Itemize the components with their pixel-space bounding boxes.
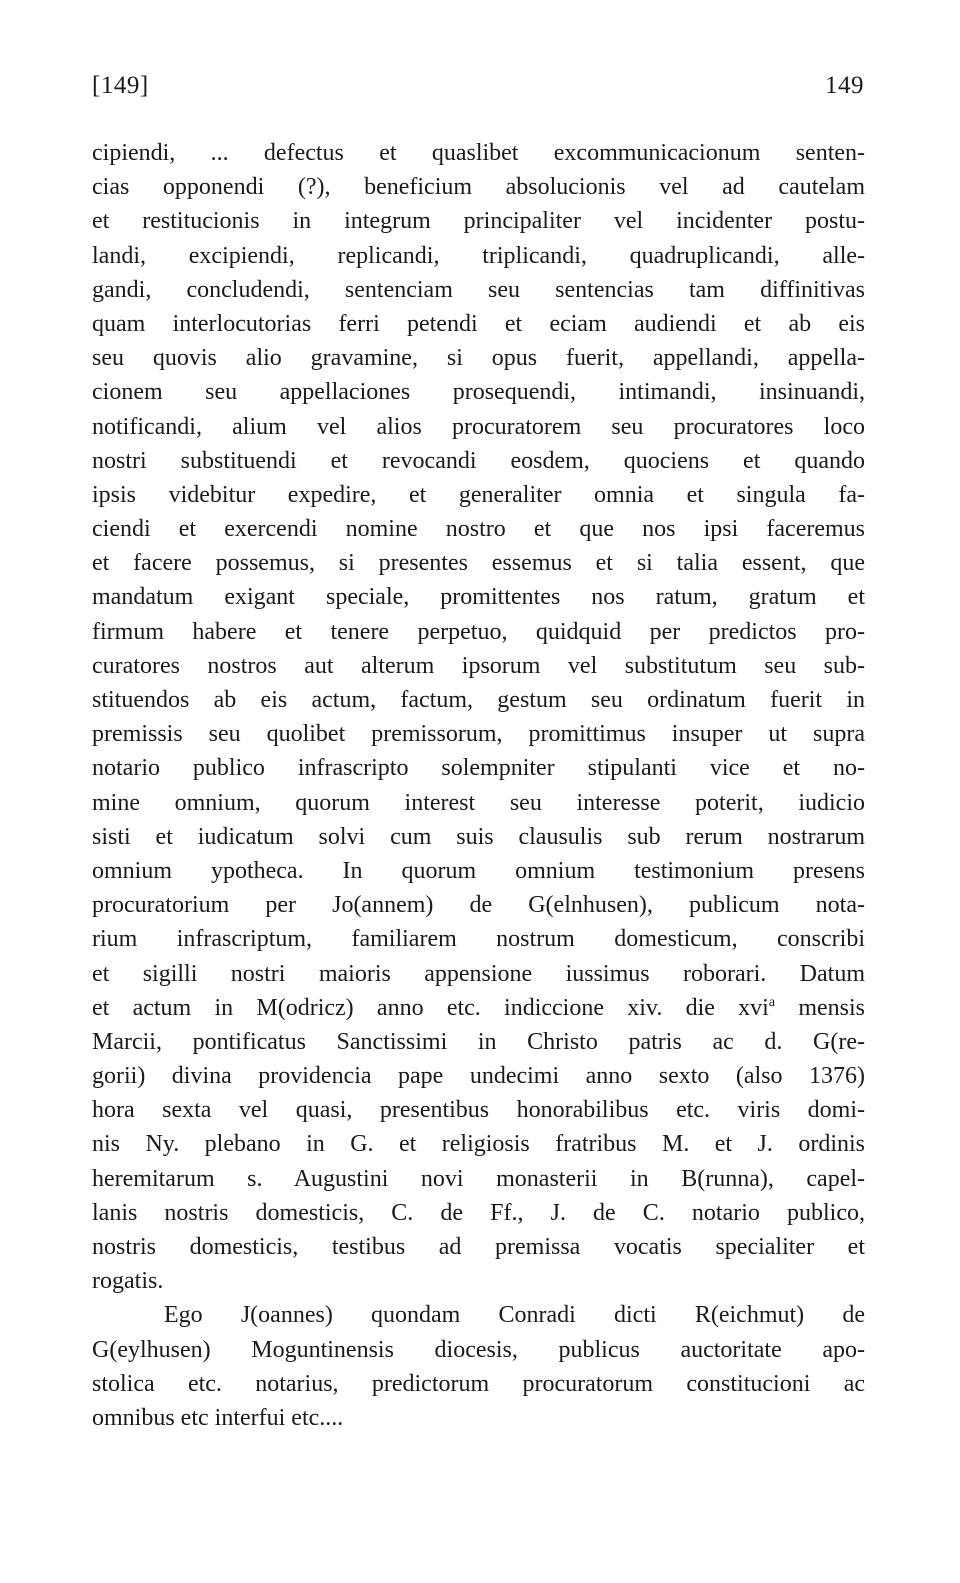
text-line: landi, excipiendi, replicandi, triplicandi, quadruplicandi, alle- <box>92 242 865 269</box>
text-line: seu quovis alio gravamine, si opus fuerit, appellandi, appella- <box>92 345 865 372</box>
text-line: stolica etc. notarius, predictorum procuratorum constitucioni ac <box>92 1370 865 1397</box>
text-line: stituendos ab eis actum, factum, gestum seu ordinatum fuerit in <box>92 687 865 713</box>
text-line: G(eylhusen) Moguntinensis diocesis, publicus auctoritate apo- <box>92 1336 865 1363</box>
text-line: quam interlocutorias ferri petendi et eciam audiendi et ab eis <box>92 310 865 337</box>
paragraph-2 <box>92 1298 865 1435</box>
body-text <box>92 136 865 1435</box>
text-line: nostris domesticis, testibus ad premissa vocatis specialiter et <box>92 1234 865 1260</box>
text-line: premissis seu quolibet premissorum, promittimus insuper ut supra <box>92 721 865 748</box>
text-line: heremitarum s. Augustini novi monasterii in B(runna), capel- <box>92 1165 865 1192</box>
paragraph-end-line: omnibus etc interfui etc.... <box>92 1404 344 1431</box>
indented-text-line: Ego J(oannes) quondam Conradi dicti R(eichmut) de <box>164 1302 865 1329</box>
paragraph-1 <box>92 136 865 1298</box>
date-line-start: et actum in M(odricz) anno etc. indiccione xiv. die xvi <box>92 994 769 1021</box>
text-line: cionem seu appellaciones prosequendi, intimandi, insinuandi, <box>92 379 865 406</box>
text-line: ipsis videbitur expedire, et generaliter omnia et singula fa- <box>92 481 865 508</box>
text-line: notificandi, alium vel alios procuratorem seu procuratores loco <box>92 413 865 440</box>
text-line: nis Ny. plebano in G. et religiosis fratribus M. et J. ordinis <box>92 1131 865 1158</box>
text-line: cias opponendi (?), beneficium absolucionis vel ad cautelam <box>92 174 865 201</box>
text-line: omnium ypotheca. In quorum omnium testimonium presens <box>92 857 865 884</box>
text-line: ciendi et exercendi nomine nostro et que nos ipsi faceremus <box>92 516 865 543</box>
text-line: nostri substituendi et revocandi eosdem, quociens et quando <box>92 447 865 474</box>
text-line: sisti et iudicatum solvi cum suis clausulis sub rerum nostrarum <box>92 823 865 850</box>
text-line: et sigilli nostri maioris appensione iussimus roborari. Datum <box>92 960 865 987</box>
text-line: notario publico infrascripto solempniter stipulanti vice et no- <box>92 755 865 782</box>
text-line: gandi, concludendi, sentenciam seu sentencias tam diffinitivas <box>92 276 865 303</box>
text-line: gorii) divina providencia pape undecimi anno sexto (also 1376) <box>92 1063 865 1090</box>
superscript-a: a <box>768 994 776 1010</box>
text-line: lanis nostris domesticis, C. de Ff., J. de C. notario publico, <box>92 1199 865 1226</box>
text-line: procuratorium per Jo(annem) de G(elnhusen), publicum nota- <box>92 892 865 919</box>
text-line: curatores nostros aut alterum ipsorum vel substitutum seu sub- <box>92 652 865 679</box>
page-header <box>92 72 864 100</box>
date-line-end: mensis <box>775 994 865 1021</box>
text-line: et restitucionis in integrum principaliter vel incidenter postu- <box>92 208 865 235</box>
date-line <box>92 991 865 1025</box>
paragraph-end-line: rogatis. <box>92 1268 164 1295</box>
text-line: et facere possemus, si presentes essemus et si talia essent, que <box>92 550 865 577</box>
text-line: cipiendi, ... defectus et quaslibet excommunicacionum senten- <box>92 140 865 166</box>
page-number: 149 <box>825 72 864 99</box>
bracketed-page-number: [149] <box>92 72 149 99</box>
text-line: firmum habere et tenere perpetuo, quidquid per predictos pro- <box>92 618 865 645</box>
text-line: mine omnium, quorum interest seu interesse poterit, iudicio <box>92 789 865 816</box>
text-line: Marcii, pontificatus Sanctissimi in Christo patris ac d. G(re- <box>92 1028 865 1055</box>
text-line: mandatum exigant speciale, promittentes nos ratum, gratum et <box>92 584 865 611</box>
text-line: hora sexta vel quasi, presentibus honorabilibus etc. viris domi- <box>92 1097 865 1124</box>
text-line: rium infrascriptum, familiarem nostrum domesticum, conscribi <box>92 926 865 953</box>
